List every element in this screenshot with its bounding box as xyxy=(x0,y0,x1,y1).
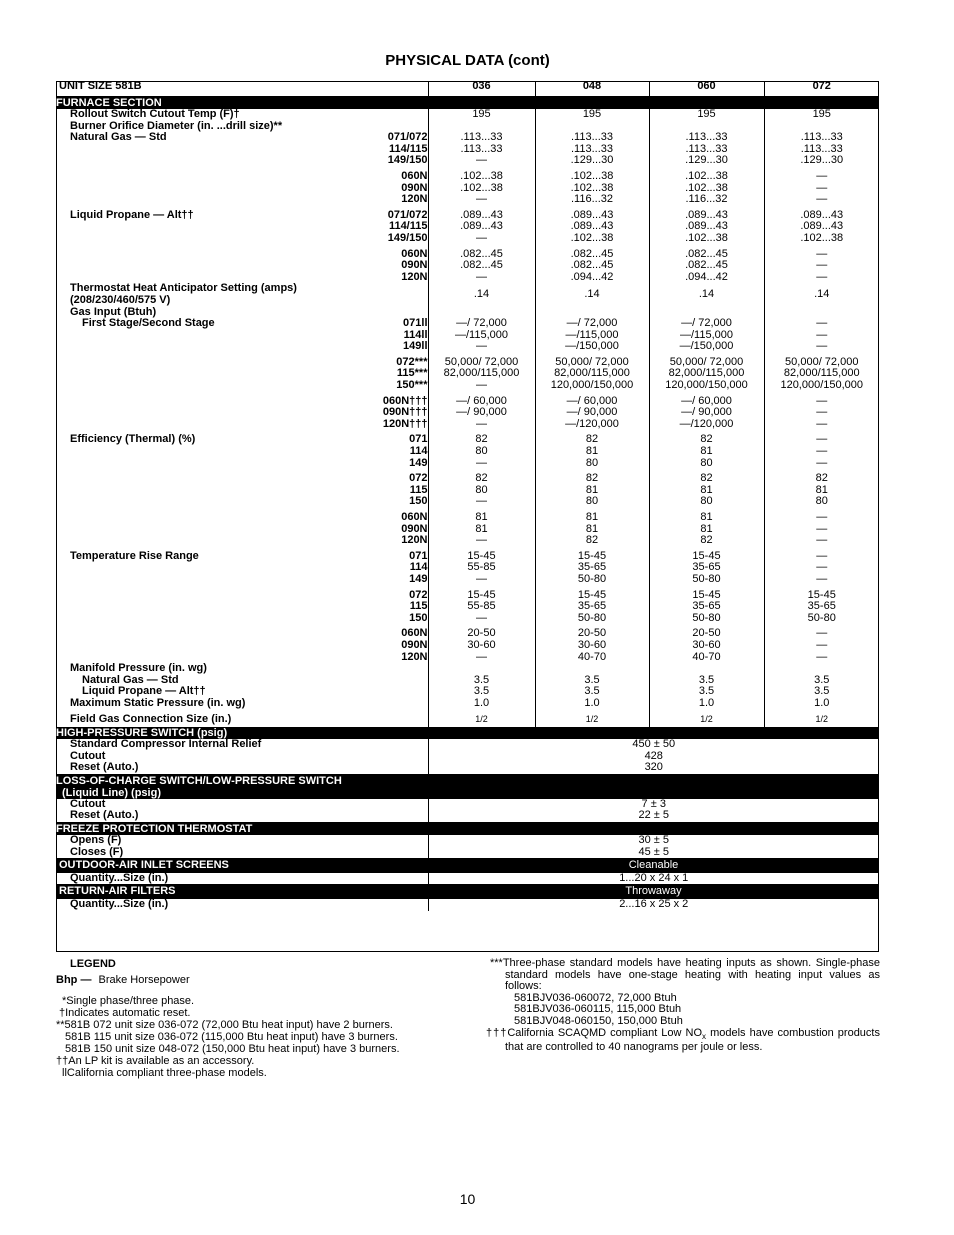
row-label: Rollout Switch Cutout Temp (F)† xyxy=(70,108,240,120)
row-label: Field Gas Connection Size (in.) xyxy=(70,712,232,725)
cell: .089...43 .089...43 .102...38 xyxy=(764,210,879,245)
table-row xyxy=(56,396,879,431)
model-codes: 072*** 115*** 150*** xyxy=(396,355,428,392)
cell: —/ 60,000 —/ 90,000 — xyxy=(428,396,535,431)
section-title: FREEZE PROTECTION THERMOSTAT xyxy=(56,823,879,836)
cell: .089...43 .089...43 .102...38 xyxy=(535,210,649,245)
table-row xyxy=(56,434,879,469)
cell: 82 81 80 xyxy=(764,473,879,508)
cell: — — — xyxy=(764,171,879,206)
section-loss-of-charge xyxy=(56,774,879,799)
cell: — — — xyxy=(764,628,879,663)
model-codes: 060N 090N 120N xyxy=(401,511,428,547)
model-codes: 072 115 150 xyxy=(409,588,428,624)
size-072: 072 xyxy=(764,81,879,97)
table-row xyxy=(56,714,879,728)
legend xyxy=(56,958,436,1079)
cell: 30 ± 5 45 ± 5 xyxy=(428,835,879,859)
row-label: Efficiency (Thermal) (%) xyxy=(70,433,196,446)
cell: 82 80 — xyxy=(428,473,535,508)
row-label: Opens (F) Closes (F) xyxy=(56,835,428,859)
cell: 50,000/ 72,000 82,000/115,000 120,000/150,000 xyxy=(649,357,764,392)
table-row xyxy=(56,357,879,392)
cell: —/ 60,000 —/ 90,000 —/120,000 xyxy=(649,396,764,431)
unit-size-label: UNIT SIZE 581B xyxy=(56,81,428,97)
footnote: 581B 115 unit size 036-072 (115,000 Btu heat input) have 3 burners. xyxy=(65,1031,398,1043)
section-outdoor-air-screens xyxy=(56,859,879,873)
model-codes: 060N 090N 120N xyxy=(401,169,428,206)
page-title: PHYSICAL DATA (cont) xyxy=(385,52,550,69)
cell: —/ 72,000 —/115,000 —/150,000 xyxy=(535,318,649,353)
cell: .113...33 .113...33 .129...30 xyxy=(764,132,879,167)
cell: .082...45 .082...45 .094...42 xyxy=(535,249,649,284)
model-codes: 071/072 114/115 149/150 xyxy=(387,208,428,244)
cell: 81 81 82 xyxy=(649,512,764,547)
cell: 82 81 80 xyxy=(649,434,764,469)
cell: 7 ± 3 22 ± 5 xyxy=(428,799,879,823)
cell: .082...45 .082...45 .094...42 xyxy=(649,249,764,284)
section-value: Cleanable xyxy=(428,859,879,873)
model-codes: 071/072 114/115 149/150 xyxy=(387,131,428,167)
cell: 20-50 30-60 — xyxy=(428,628,535,663)
cell: 1/2 xyxy=(535,714,649,728)
row-label: Thermostat Heat Anticipator Setting (amps) xyxy=(70,282,297,295)
row-label: Cutout Reset (Auto.) xyxy=(56,799,428,823)
section-value: Throwaway xyxy=(428,885,879,899)
table-row xyxy=(56,899,879,911)
cell: 15-45 55-85 — xyxy=(428,590,535,625)
cell: 81 81 82 xyxy=(535,512,649,547)
row-label: Liquid Propane — Alt†† xyxy=(82,685,206,698)
section-freeze-protection xyxy=(56,823,879,836)
legend-abbr: Bhp — xyxy=(56,974,92,986)
cell: — — — xyxy=(764,512,879,547)
table-row xyxy=(56,590,879,625)
table-row xyxy=(56,318,879,353)
table-row xyxy=(56,210,879,245)
table-row xyxy=(56,873,879,885)
legend-entry xyxy=(56,974,436,986)
cell: 195 xyxy=(428,109,535,132)
footnote: 581BJV048-060150, 150,000 Btuh xyxy=(514,1014,683,1027)
cell: .082...45 .082...45 — xyxy=(428,249,535,284)
cell: .14 xyxy=(535,283,649,306)
cell: 81 81 — xyxy=(428,512,535,547)
row-label: Standard Compressor Internal Relief Cutout Reset (Auto.) xyxy=(56,739,428,774)
row-label: (208/230/460/575 V) xyxy=(70,293,171,306)
cell: 195 xyxy=(764,109,879,132)
model-codes: 060N 090N 120N xyxy=(401,627,428,663)
model-codes: 071ll 114ll 149ll xyxy=(403,317,428,353)
section-title: HIGH-PRESSURE SWITCH (psig) xyxy=(56,727,879,739)
cell: 50,000/ 72,000 82,000/115,000 — xyxy=(428,357,535,392)
cell: 82 80 — xyxy=(428,434,535,469)
footnote: ***Three-phase standard models have heating inputs as shown. Single-phase standard models have one-stage heating with heating input values as follows: xyxy=(490,957,880,993)
section-title-line: (Liquid Line) (psig) xyxy=(62,786,161,799)
cell: .102...38 .102...38 — xyxy=(428,171,535,206)
cell: .113...33 .113...33 .129...30 xyxy=(535,132,649,167)
table-header-row xyxy=(56,81,879,97)
table-row xyxy=(56,109,879,132)
table-row xyxy=(56,512,879,547)
row-label: Maximum Static Pressure (in. wg) xyxy=(70,696,246,709)
table-row xyxy=(56,799,879,823)
table-row xyxy=(56,249,879,284)
footnote: llCalifornia compliant three-phase models. xyxy=(62,1067,267,1079)
section-title xyxy=(56,774,879,799)
cell: — — — xyxy=(764,551,879,586)
row-label: Quantity...Size (in.) xyxy=(70,898,169,911)
row-label: Burner Orifice Diameter (in. ...drill size)** xyxy=(70,119,283,132)
section-title: FURNACE SECTION xyxy=(56,97,879,110)
footnote: 581BJV036-060072, 72,000 Btuh xyxy=(514,991,677,1004)
cell: 1/2 xyxy=(764,714,879,728)
cell: 3.5 3.5 1.0 xyxy=(428,663,535,709)
model-codes: 071 114 149 xyxy=(409,433,428,469)
cell: 450 ± 50 428 320 xyxy=(428,739,879,774)
cell: .113...33 .113...33 — xyxy=(428,132,535,167)
cell: .113...33 .113...33 .129...30 xyxy=(649,132,764,167)
cell: —/ 60,000 —/ 90,000 —/120,000 xyxy=(535,396,649,431)
footnote: 581B 150 unit size 048-072 (150,000 Btu heat input) have 3 burners. xyxy=(65,1043,400,1055)
table-row xyxy=(56,132,879,167)
section-title: OUTDOOR-AIR INLET SCREENS xyxy=(56,859,428,873)
row-label: Gas Input (Btuh) xyxy=(70,305,157,318)
cell: .089...43 .089...43 — xyxy=(428,210,535,245)
footnote: †Indicates automatic reset. xyxy=(59,1007,191,1019)
cell: 3.5 3.5 1.0 xyxy=(649,663,764,709)
cell: 50,000/ 72,000 82,000/115,000 120,000/150,000 xyxy=(535,357,649,392)
section-title: RETURN-AIR FILTERS xyxy=(56,885,428,899)
row-label: First Stage/Second Stage xyxy=(82,317,215,330)
model-codes: 060N 090N 120N xyxy=(401,247,428,283)
section-title-line: LOSS-OF-CHARGE SWITCH/LOW-PRESSURE SWITCH xyxy=(56,774,342,787)
size-060: 060 xyxy=(649,81,764,97)
cell: 15-45 35-65 50-80 xyxy=(649,590,764,625)
footnote: ††An LP kit is available as an accessory. xyxy=(56,1055,255,1067)
legend-title: LEGEND xyxy=(70,958,116,970)
cell: 15-45 35-65 50-80 xyxy=(535,590,649,625)
cell: —/ 72,000 —/115,000 — xyxy=(428,318,535,353)
cell: 20-50 30-60 40-70 xyxy=(649,628,764,663)
model-codes: 072 115 150 xyxy=(409,472,428,508)
cell: 2...16 x 25 x 2 xyxy=(428,899,879,911)
cell: 15-45 35-65 50-80 xyxy=(535,551,649,586)
table-row xyxy=(56,739,879,774)
row-label: Natural Gas — Std xyxy=(82,673,179,686)
table-row xyxy=(56,835,879,859)
footnote-text: †††California SCAQMD compliant Low NO xyxy=(486,1026,703,1039)
cell: 82 81 80 xyxy=(535,473,649,508)
footnote: *Single phase/three phase. xyxy=(62,995,195,1007)
table-row xyxy=(56,283,879,306)
footnote: **581B 072 unit size 036-072 (72,000 Btu heat input) have 2 burners. xyxy=(56,1019,393,1031)
row-label: Temperature Rise Range xyxy=(70,549,199,562)
table-row xyxy=(56,663,879,709)
cell: 1...20 x 24 x 1 xyxy=(428,873,879,885)
cell: 1/2 xyxy=(428,714,535,728)
cell: — — — xyxy=(764,396,879,431)
table-row xyxy=(56,473,879,508)
cell: .102...38 .102...38 .116...32 xyxy=(535,171,649,206)
cell: 15-45 35-65 50-80 xyxy=(649,551,764,586)
cell: .14 xyxy=(764,283,879,306)
footnote: 581BJV036-060115, 115,000 Btuh xyxy=(514,1003,682,1016)
legend-desc: Brake Horsepower xyxy=(98,974,190,986)
row-label: Liquid Propane — Alt†† xyxy=(70,208,194,221)
row-label: Natural Gas — Std xyxy=(70,131,167,144)
cell: 15-45 55-85 — xyxy=(428,551,535,586)
table-row xyxy=(56,628,879,663)
cell: .14 xyxy=(649,283,764,306)
row-label: Manifold Pressure (in. wg) xyxy=(70,662,207,675)
cell: — — — xyxy=(764,249,879,284)
cell: 3.5 3.5 1.0 xyxy=(764,663,879,709)
row-label: Quantity...Size (in.) xyxy=(56,873,428,885)
section-return-air-filters xyxy=(56,885,879,899)
cell: 82 81 80 xyxy=(535,434,649,469)
page-number: 10 xyxy=(459,1191,476,1207)
cell: 15-45 35-65 50-80 xyxy=(764,590,879,625)
cell: 3.5 3.5 1.0 xyxy=(535,663,649,709)
cell: 82 81 80 xyxy=(649,473,764,508)
footnote-subscript: x xyxy=(702,1031,707,1041)
footnotes-right xyxy=(486,958,880,1054)
cell: 20-50 30-60 40-70 xyxy=(535,628,649,663)
physical-data-table xyxy=(56,81,879,911)
cell: — — — xyxy=(764,318,879,353)
table-row xyxy=(56,551,879,586)
cell: 1/2 xyxy=(649,714,764,728)
footnote xyxy=(486,1028,880,1054)
cell: .102...38 .102...38 .116...32 xyxy=(649,171,764,206)
cell: — — — xyxy=(764,434,879,469)
cell: .089...43 .089...43 .102...38 xyxy=(649,210,764,245)
model-codes: 071 114 149 xyxy=(409,549,428,585)
size-048: 048 xyxy=(535,81,649,97)
size-036: 036 xyxy=(428,81,535,97)
footnote-text: models have combustion products that are controlled to 40 nanograms per joule or less. xyxy=(505,1026,880,1054)
cell: 195 xyxy=(649,109,764,132)
cell: —/ 72,000 —/115,000 —/150,000 xyxy=(649,318,764,353)
cell: 50,000/ 72,000 82,000/115,000 120,000/150,000 xyxy=(764,357,879,392)
cell: .14 xyxy=(428,283,535,306)
model-codes: 060N††† 090N††† 120N††† xyxy=(382,394,428,430)
cell: 195 xyxy=(535,109,649,132)
table-row xyxy=(56,171,879,206)
